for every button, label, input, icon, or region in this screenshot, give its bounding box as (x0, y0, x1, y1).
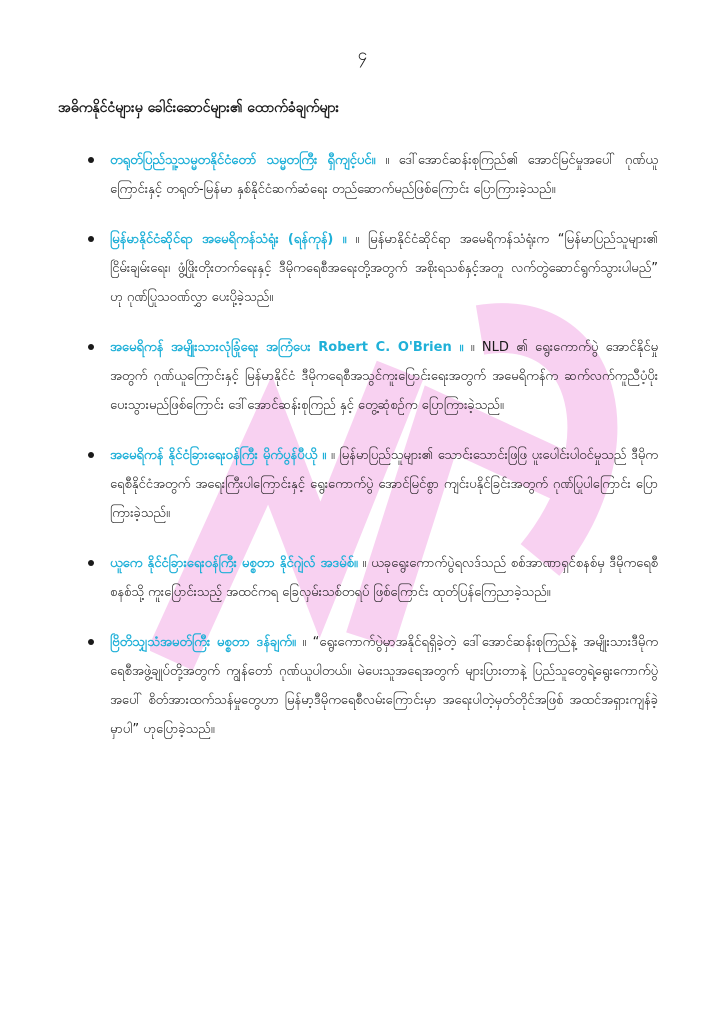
list-item (78, 441, 658, 528)
statement-text: ။ ဒေါ်အောင်ဆန်းစုကြည်၏ အောင်မြင်မှုအပေါ် ဂုဏ်ယူကြောင်းနှင့် တရုတ်-မြန်မာ နှစ်နိုင်ငံဆက်ဆံရေး တည်ဆောက်မည်ဖြစ်ကြောင်း ပြောကြားခဲ့သည်။ (110, 153, 658, 197)
bullet-icon (88, 560, 94, 566)
statement-text: ။ NLD ၏ ရွေးကောက်ပွဲ အောင်နိုင်မှုအတွက် ဂုဏ်ယူကြောင်းနှင့် မြန်မာနိုင်ငံ ဒီမိုကရေစီအသွင်ကူးပြောင်းရေးအတွက် အမေရိကန်က ဆက်လက်ကူညီပံ့ပိုးပေးသွားမည်ဖြစ်ကြောင်း ဒေါ်အောင်ဆန်းစုကြည် နှင့် တွေ့ဆုံစဉ်က ပြောကြားခဲ့သည်။ (110, 340, 658, 413)
page-number: ၄ (357, 45, 368, 65)
source-name: ဗြိတိသျှသံအမတ်ကြီး မစ္စတာ ဒန်ချက်။ (110, 635, 296, 650)
statement-text: ။ “ရွေးကောက်ပွဲမှာအနိုင်ရရှိခဲ့တဲ့ ဒေါ်အောင်ဆန်းစုကြည်နဲ့ အမျိုးသားဒီမိုကရေစီအဖွဲ့ချုပ်တို့အတွက် ကျွန်တော် ဂုဏ်ယူပါတယ်။ မဲပေးသူအရေအတွက် များပြားတာနဲ့ ပြည်သူတွေရဲ့ရွေးကောက်ပွဲအပေါ် စိတ်အားထက်သန်မှုတွေဟာ မြန်မာ့ဒီမိုကရေစီလမ်းကြောင်းမှာ အရေးပါတဲ့မှတ်တိုင်အဖြစ် အထင်အရှားကျန်ခဲ့မှာပါ” ဟုပြောခဲ့သည်။ (110, 635, 658, 737)
section-heading: အဓိကနိုင်ငံများမှ ခေါင်းဆောင်များ၏ ထောက်ခံချက်များ (58, 100, 340, 116)
statement-text: ။ မြန်မာပြည်သူများ၏ သောင်းသောင်းဖြဖြ ပူးပေါင်းပါဝင်မှုသည် ဒီမိုကရေစီနိုင်ငံအတွက် အရေးကြီးပါကြောင်းနှင့် ရွေးကောက်ပွဲ အောင်မြင်စွာ ကျင်းပနိုင်ခြင်းအတွက် ဂုဏ်ပြုပါကြောင်း ပြောကြားခဲ့သည်။ (110, 448, 658, 521)
list-item (78, 146, 658, 204)
source-name: မြန်မာနိုင်ငံဆိုင်ရာ အမေရိကန်သံရုံး (ရန်ကုန်) ။ (110, 232, 347, 247)
bullet-icon (88, 452, 94, 458)
bullet-icon (88, 236, 94, 242)
bullet-icon (88, 344, 94, 350)
bullet-icon (88, 639, 94, 645)
list-item (78, 333, 658, 420)
bullet-icon (88, 157, 94, 163)
list-item (78, 549, 658, 607)
statement-text: ။ မြန်မာနိုင်ငံဆိုင်ရာ အမေရိကန်သံရုံးက “မြန်မာပြည်သူများ၏ ငြိမ်းချမ်းရေး၊ ဖွံ့ဖြိုးတိုးတက်ရေးနှင့် ဒီမိုကရေစီအရေးတို့အတွက် အစိုးရသစ်နှင့်အတူ လက်တွဲဆောင်ရွက်သွားပါမည်” ဟု ဂုဏ်ပြုသဝဏ်လွှာ ပေးပို့ခဲ့သည်။ (110, 232, 659, 305)
source-name: တရုတ်ပြည်သူ့သမ္မတနိုင်ငံတော် သမ္မတကြီး ရှီကျင့်ပင်။ (110, 153, 376, 168)
list-item (78, 225, 658, 312)
statement-text: ။ ယခုရွေးကောက်ပွဲရလဒ်သည် စစ်အာဏာရှင်စနစ်မှ ဒီမိုကရေစီစနစ်သို့ ကူးပြောင်းသည့် အထင်ကရ ခြေလှမ်းသစ်တရပ် ဖြစ်ကြောင်း ထုတ်ပြန်ကြေညာခဲ့သည်။ (110, 556, 658, 600)
endorsement-list (78, 146, 658, 765)
source-name: အမေရိကန် အမျိုးသားလုံခြုံရေး အကြံပေး Robert C. O'Brien ။ (110, 340, 464, 355)
source-name: ယူကေ နိုင်ငံခြားရေးဝန်ကြီး မစ္စတာ နိုင်ဂျဲလ် အဒမ်စ်။ (110, 556, 358, 571)
list-item (78, 628, 658, 744)
source-name: အမေရိကန် နိုင်ငံခြားရေးဝန်ကြီး မိုက်ပွန်ပီယို ။ (110, 448, 327, 463)
